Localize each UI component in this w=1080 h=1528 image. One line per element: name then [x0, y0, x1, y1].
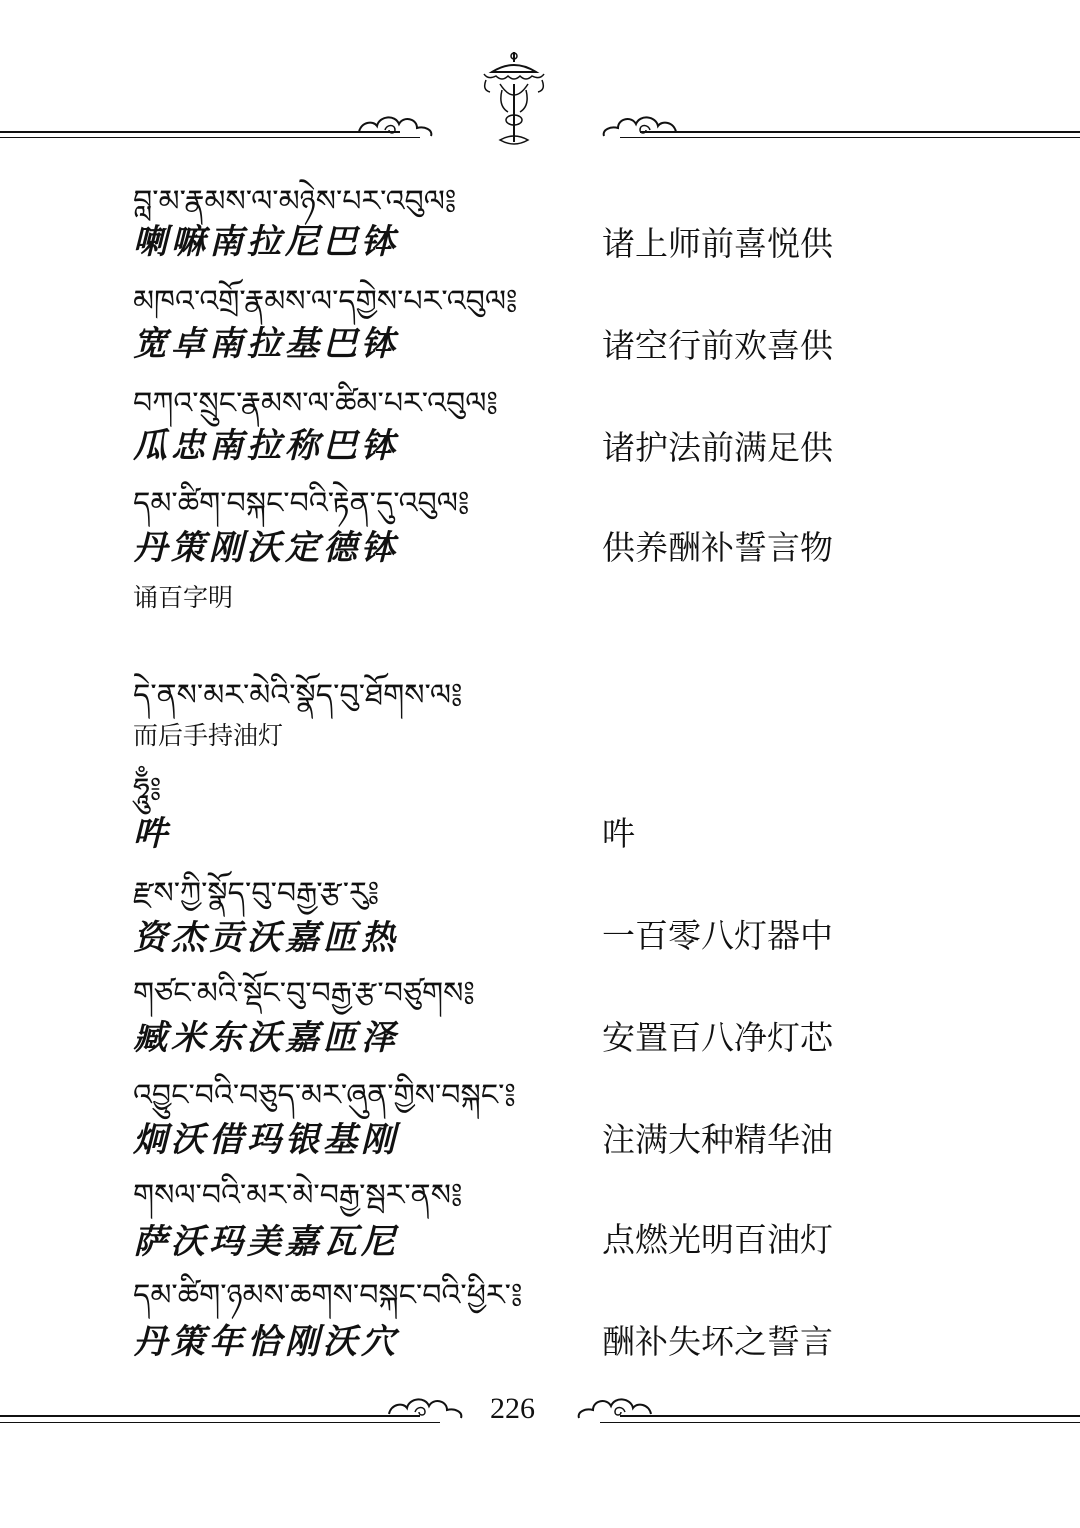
tibetan-line-1: བླ་མ་རྣམས་ལ་མཉེས་པར་འབུལ༔ — [133, 184, 457, 219]
instruction-note-2: 而后手持油灯 — [133, 721, 284, 750]
page-number: 226 — [490, 1392, 535, 1425]
tibetan-line-9: འབྱུང་བའི་བཅུད་མར་ཞུན་གྱིས་བསྐང་༔ — [133, 1078, 516, 1113]
transliteration-line-7: 资杰贡沃嘉匝热 — [133, 918, 399, 958]
tibetan-line-3: བཀའ་སྲུང་རྣམས་ལ་ཚིམ་པར་འབུལ༔ — [133, 386, 498, 421]
transliteration-line-1: 喇嘛南拉尼巴钵 — [133, 222, 399, 262]
transliteration-line-9: 炯沃借玛银基刚 — [133, 1120, 399, 1160]
parasol-emblem-icon — [478, 50, 550, 150]
cloud-ornament-left-icon — [355, 108, 435, 142]
header-rule-right-thin — [620, 137, 1080, 138]
transliteration-line-10: 萨沃玛美嘉瓦尼 — [133, 1222, 399, 1262]
tibetan-line-6: ཧཱུྃ༔ — [133, 772, 162, 807]
chinese-line-3: 诸护法前满足供 — [602, 428, 833, 467]
header-rule-left — [0, 131, 400, 133]
chinese-line-6: 吽 — [602, 814, 635, 853]
tibetan-line-4: དམ་ཚིག་བསྐང་བའི་རྟེན་དུ་འབུལ༔ — [133, 486, 470, 521]
chinese-line-10: 点燃光明百油灯 — [602, 1220, 833, 1259]
footer-rule-left — [0, 1415, 420, 1417]
tibetan-line-10: གསལ་བའི་མར་མེ་བརྒྱ་སྦར་ནས༔ — [133, 1178, 463, 1213]
header-rule-right — [640, 131, 1080, 133]
chinese-line-4: 供养酬补誓言物 — [602, 528, 833, 567]
chinese-line-9: 注满大种精华油 — [602, 1120, 833, 1159]
transliteration-line-3: 瓜忠南拉称巴钵 — [133, 426, 399, 466]
transliteration-line-4: 丹策刚沃定德钵 — [133, 528, 399, 568]
tibetan-line-7: རྫས་ཀྱི་སྣོད་བུ་བརྒྱ་རྩ་རུ༔ — [133, 876, 380, 911]
footer-rule-right — [620, 1415, 1080, 1417]
transliteration-line-6: 吽 — [133, 814, 171, 854]
footer-cloud-right-icon — [575, 1392, 655, 1422]
footer-rule-left-thin — [0, 1422, 440, 1423]
footer-rule-right-thin — [600, 1422, 1080, 1423]
transliteration-line-8: 臧米东沃嘉匝泽 — [133, 1018, 399, 1058]
chinese-line-2: 诸空行前欢喜供 — [602, 326, 833, 365]
tibetan-line-5: དེ་ནས་མར་མེའི་སྣོད་བུ་ཐོགས་ལ༔ — [133, 678, 463, 713]
cloud-ornament-right-icon — [600, 108, 680, 142]
tibetan-line-8: གཙང་མའི་སྡོང་བུ་བརྒྱ་རྩ་བཙུགས༔ — [133, 976, 475, 1011]
transliteration-line-2: 宽卓南拉基巴钵 — [133, 324, 399, 364]
transliteration-line-11: 丹策年恰刚沃穴 — [133, 1322, 399, 1362]
instruction-note-1: 诵百字明 — [133, 583, 234, 612]
chinese-line-7: 一百零八灯器中 — [602, 916, 833, 955]
tibetan-line-2: མཁའ་འགྲོ་རྣམས་ལ་དགྱེས་པར་འབུལ༔ — [133, 284, 518, 319]
footer-cloud-left-icon — [385, 1392, 465, 1422]
chinese-line-8: 安置百八净灯芯 — [602, 1018, 833, 1057]
chinese-line-11: 酬补失坏之誓言 — [602, 1322, 833, 1361]
tibetan-line-11: དམ་ཚིག་ཉམས་ཆགས་བསྐང་བའི་ཕྱིར་༔ — [133, 1278, 523, 1313]
chinese-line-1: 诸上师前喜悦供 — [602, 224, 833, 263]
